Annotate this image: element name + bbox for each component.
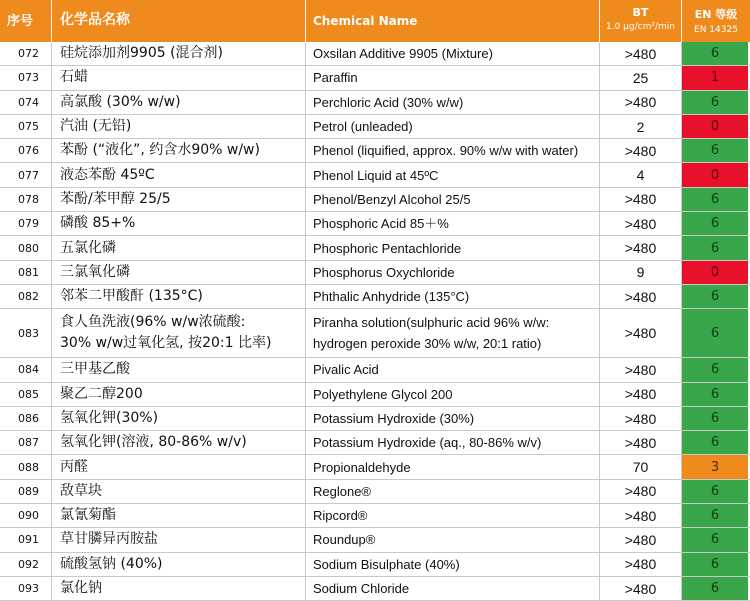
table-row xyxy=(0,285,750,309)
row-en-name: Potassium Hydroxide (30%) xyxy=(306,407,600,430)
table-row xyxy=(0,383,750,407)
row-en-name: Phosphoric Acid 85＋% xyxy=(306,212,600,235)
row-en-name: Petrol (unleaded) xyxy=(306,115,600,138)
row-en-name: Polyethylene Glycol 200 xyxy=(306,383,600,406)
row-bt-value: >480 xyxy=(600,553,682,576)
row-en-level: 6 xyxy=(682,577,748,600)
table-row xyxy=(0,431,750,455)
row-en-name: Phenol (liquified, approx. 90% w/w with water) xyxy=(306,139,600,162)
row-no: 091 xyxy=(0,528,52,551)
row-en-name: Perchloric Acid (30% w/w) xyxy=(306,91,600,114)
row-no: 074 xyxy=(0,91,52,114)
row-cn-name: 苯酚/苯甲醇 25/5 xyxy=(52,188,306,211)
row-cn-name: 硫酸氢钠 (40%) xyxy=(52,553,306,576)
row-en-level: 0 xyxy=(682,261,748,284)
table-row xyxy=(0,455,750,479)
table-row xyxy=(0,309,750,358)
row-cn-name: 液态苯酚 45ºC xyxy=(52,163,306,186)
table-row xyxy=(0,66,750,90)
row-en-level: 6 xyxy=(682,431,748,454)
row-en-name: Oxsilan Additive 9905 (Mixture) xyxy=(306,42,600,65)
row-cn-name: 氯化钠 xyxy=(52,577,306,600)
row-no: 082 xyxy=(0,285,52,308)
row-cn-name: 高氯酸 (30% w/w) xyxy=(52,91,306,114)
row-bt-value: >480 xyxy=(600,212,682,235)
header-en-title: EN 等级 xyxy=(694,8,738,21)
table-row xyxy=(0,236,750,260)
row-no: 073 xyxy=(0,66,52,89)
row-cn-name: 邻苯二甲酸酐 (135°C) xyxy=(52,285,306,308)
row-no: 083 xyxy=(0,309,52,357)
row-en-level: 0 xyxy=(682,163,748,186)
row-en-name: Phosphorus Oxychloride xyxy=(306,261,600,284)
row-en-level: 1 xyxy=(682,66,748,89)
header-no: 序号 xyxy=(0,0,52,42)
row-en-name: Phthalic Anhydride (135°C) xyxy=(306,285,600,308)
row-bt-value: >480 xyxy=(600,407,682,430)
row-en-level: 6 xyxy=(682,553,748,576)
row-cn-name: 氢氧化钾(溶液, 80-86% w/v) xyxy=(52,431,306,454)
row-en-name: Sodium Chloride xyxy=(306,577,600,600)
row-en-level: 6 xyxy=(682,358,748,381)
row-no: 090 xyxy=(0,504,52,527)
row-cn-name: 敌草块 xyxy=(52,480,306,503)
row-en-level: 6 xyxy=(682,139,748,162)
row-no: 085 xyxy=(0,383,52,406)
row-no: 078 xyxy=(0,188,52,211)
table-row xyxy=(0,480,750,504)
row-bt-value: 70 xyxy=(600,455,682,478)
row-en-level: 6 xyxy=(682,383,748,406)
row-bt-value: 4 xyxy=(600,163,682,186)
row-en-level: 6 xyxy=(682,236,748,259)
row-cn-name: 苯酚 (“液化”, 约含水90% w/w) xyxy=(52,139,306,162)
table-row xyxy=(0,528,750,552)
row-bt-value: >480 xyxy=(600,309,682,357)
row-bt-value: >480 xyxy=(600,358,682,381)
row-no: 086 xyxy=(0,407,52,430)
row-en-level: 6 xyxy=(682,212,748,235)
row-no: 075 xyxy=(0,115,52,138)
row-cn-name: 三氯氧化磷 xyxy=(52,261,306,284)
row-en-level: 6 xyxy=(682,480,748,503)
row-no: 079 xyxy=(0,212,52,235)
table-body xyxy=(0,42,750,601)
row-bt-value: >480 xyxy=(600,528,682,551)
row-no: 093 xyxy=(0,577,52,600)
row-bt-value: >480 xyxy=(600,577,682,600)
table-row xyxy=(0,504,750,528)
row-bt-value: >480 xyxy=(600,188,682,211)
row-no: 077 xyxy=(0,163,52,186)
row-no: 081 xyxy=(0,261,52,284)
row-en-name: Roundup® xyxy=(306,528,600,551)
row-en-level: 6 xyxy=(682,188,748,211)
row-no: 076 xyxy=(0,139,52,162)
row-en-level: 0 xyxy=(682,115,748,138)
row-bt-value: 25 xyxy=(600,66,682,89)
row-en-level: 6 xyxy=(682,504,748,527)
row-en-level: 6 xyxy=(682,285,748,308)
table-row xyxy=(0,42,750,66)
table-row xyxy=(0,407,750,431)
row-en-name: Phenol/Benzyl Alcohol 25/5 xyxy=(306,188,600,211)
row-no: 080 xyxy=(0,236,52,259)
row-en-name: Sodium Bisulphate (40%) xyxy=(306,553,600,576)
row-no: 072 xyxy=(0,42,52,65)
table-row xyxy=(0,139,750,163)
row-no: 087 xyxy=(0,431,52,454)
row-bt-value: >480 xyxy=(600,91,682,114)
table-row xyxy=(0,163,750,187)
row-cn-name: 硅烷添加剂9905 (混合剂) xyxy=(52,42,306,65)
row-bt-value: >480 xyxy=(600,42,682,65)
row-no: 084 xyxy=(0,358,52,381)
header-en-std: EN 14325 xyxy=(694,25,738,35)
row-cn-name: 磷酸 85+% xyxy=(52,212,306,235)
table-row xyxy=(0,261,750,285)
row-no: 088 xyxy=(0,455,52,478)
row-cn-name: 食人鱼洗液(96% w/w浓硫酸: 30% w/w过氧化氢, 按20:1 比率) xyxy=(52,309,306,357)
row-en-level: 6 xyxy=(682,309,748,357)
row-bt-value: >480 xyxy=(600,504,682,527)
row-bt-value: 2 xyxy=(600,115,682,138)
row-en-level: 6 xyxy=(682,42,748,65)
row-cn-name: 五氯化磷 xyxy=(52,236,306,259)
row-bt-value: >480 xyxy=(600,236,682,259)
row-no: 089 xyxy=(0,480,52,503)
row-en-name: Propionaldehyde xyxy=(306,455,600,478)
table-row xyxy=(0,358,750,382)
table-row xyxy=(0,212,750,236)
row-en-level: 3 xyxy=(682,455,748,478)
row-bt-value: >480 xyxy=(600,383,682,406)
header-en-name: Chemical Name xyxy=(306,0,600,42)
row-bt-value: >480 xyxy=(600,480,682,503)
row-cn-name: 氯氰菊酯 xyxy=(52,504,306,527)
row-en-name: Reglone® xyxy=(306,480,600,503)
row-bt-value: >480 xyxy=(600,139,682,162)
row-cn-name: 聚乙二醇200 xyxy=(52,383,306,406)
table-header xyxy=(0,0,750,42)
row-en-level: 6 xyxy=(682,528,748,551)
row-en-name: Pivalic Acid xyxy=(306,358,600,381)
row-en-name: Piranha solution(sulphuric acid 96% w/w: hydrogen peroxide 30% w/w, 20:1 ratio) xyxy=(306,309,600,357)
row-en-name: Ripcord® xyxy=(306,504,600,527)
row-bt-value: >480 xyxy=(600,285,682,308)
header-bt-unit: 1.0 μg/cm²/min xyxy=(606,22,675,32)
row-cn-name: 丙醛 xyxy=(52,455,306,478)
row-cn-name: 三甲基乙酸 xyxy=(52,358,306,381)
table-row xyxy=(0,115,750,139)
row-en-name: Phenol Liquid at 45ºC xyxy=(306,163,600,186)
row-en-level: 6 xyxy=(682,91,748,114)
table-row xyxy=(0,553,750,577)
row-en-name: Phosphoric Pentachloride xyxy=(306,236,600,259)
table-row xyxy=(0,91,750,115)
row-en-level: 6 xyxy=(682,407,748,430)
row-cn-name: 石蜡 xyxy=(52,66,306,89)
row-cn-name: 汽油 (无铅) xyxy=(52,115,306,138)
row-en-name: Paraffin xyxy=(306,66,600,89)
row-cn-name: 氢氧化钾(30%) xyxy=(52,407,306,430)
header-bt-title: BT xyxy=(632,6,649,19)
header-cn-name: 化学品名称 xyxy=(52,0,306,42)
row-bt-value: 9 xyxy=(600,261,682,284)
header-bt xyxy=(600,0,682,42)
table-row xyxy=(0,188,750,212)
row-cn-name: 草甘膦异丙胺盐 xyxy=(52,528,306,551)
table-row xyxy=(0,577,750,601)
row-en-name: Potassium Hydroxide (aq., 80-86% w/v) xyxy=(306,431,600,454)
header-en-level xyxy=(682,0,750,42)
row-bt-value: >480 xyxy=(600,431,682,454)
row-no: 092 xyxy=(0,553,52,576)
